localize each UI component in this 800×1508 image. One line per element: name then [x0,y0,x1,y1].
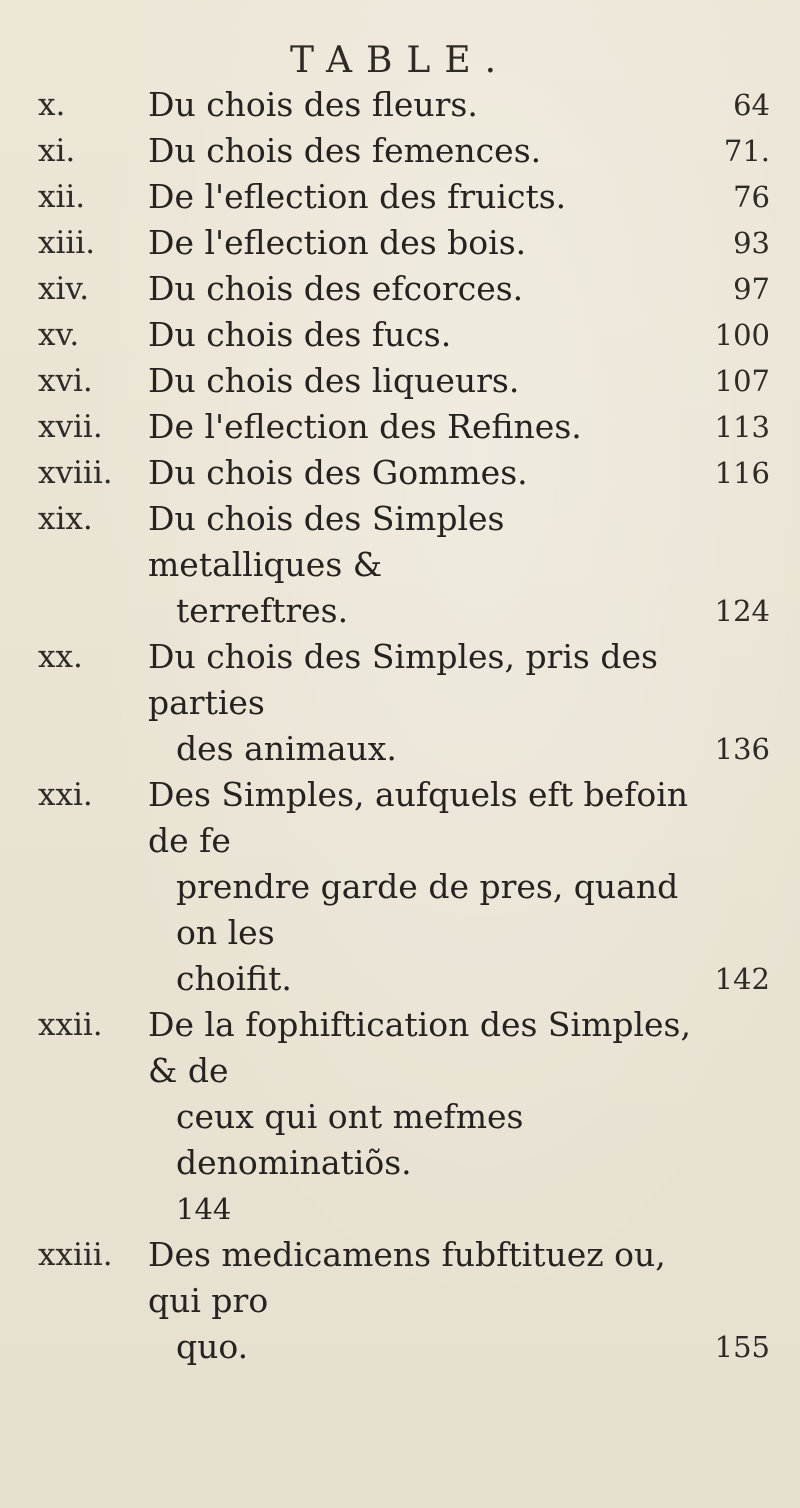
chapter-number: xv. [38,317,80,353]
page-number: 124 [714,594,770,628]
toc-entry [0,220,800,266]
chapter-title: Du chois des efcorces. [148,269,524,308]
chapter-title: De l'eflection des bois. [148,223,527,262]
toc-entry [0,404,800,450]
page-number: 76 [733,180,770,214]
chapter-number: xvi. [38,363,93,399]
chapter-title: De la fophiftication des Simples, & de [148,1005,691,1090]
toc-entry [0,358,800,404]
toc-entry [0,1232,800,1370]
chapter-number: xiii. [38,225,96,261]
page-number: 136 [714,732,770,766]
chapter-number: xxiii. [38,1237,113,1273]
chapter-title-continued: terreftres. [176,591,349,630]
toc-entry [0,450,800,496]
chapter-title: Du chois des fleurs. [148,85,478,124]
chapter-title-continued: choifit. [176,959,292,998]
toc-entry [0,174,800,220]
chapter-title: Du chois des femences. [148,131,542,170]
toc-entry [0,82,800,128]
chapter-title-continued: ceux qui ont mefmes denominatiõs. [176,1097,524,1182]
chapter-number: xi. [38,133,76,169]
page-number: 116 [714,456,770,490]
page-number: 100 [714,318,770,352]
page-number: 155 [714,1330,770,1364]
chapter-title: De l'eflection des Refines. [148,407,582,446]
chapter-title: Du chois des liqueurs. [148,361,520,400]
toc-entry [0,128,800,174]
chapter-title-continued: quo. [176,1327,249,1366]
page-number: 113 [714,410,770,444]
toc-entry [0,634,800,772]
chapter-number: xix. [38,501,93,537]
chapter-title: Du chois des Simples, pris des parties [148,637,658,722]
chapter-number: xvii. [38,409,103,445]
chapter-number: xviii. [38,455,113,491]
chapter-title-continued: des animaux. [176,729,397,768]
chapter-title: Des Simples, aufquels eft befoin de fe [148,775,689,860]
chapter-title: Des medicamens fubftituez ou, qui pro [148,1235,666,1320]
chapter-number: xii. [38,179,86,215]
page-number: 144 [176,1192,232,1226]
page-number: 93 [733,226,770,260]
table-of-contents [0,82,800,1370]
toc-entry [0,496,800,634]
page-number: 71. [723,134,770,168]
chapter-title-continued: prendre garde de pres, quand on les [176,867,679,952]
toc-entry [0,312,800,358]
chapter-number: xiv. [38,271,90,307]
chapter-number: xxii. [38,1007,103,1043]
toc-entry [0,772,800,1002]
page-header: TABLE. [289,40,511,81]
page-number: 64 [733,88,770,122]
page-number: 97 [733,272,770,306]
chapter-title: Du chois des Simples metalliques & [148,499,505,584]
chapter-number: xx. [38,639,83,675]
toc-entry [0,1002,800,1232]
chapter-number: xxi. [38,777,93,813]
chapter-title: Du chois des fucs. [148,315,452,354]
page-number: 107 [714,364,770,398]
page-number: 142 [714,962,770,996]
chapter-title: De l'eflection des fruicts. [148,177,567,216]
toc-entry [0,266,800,312]
chapter-title: Du chois des Gommes. [148,453,528,492]
chapter-number: x. [38,87,66,123]
